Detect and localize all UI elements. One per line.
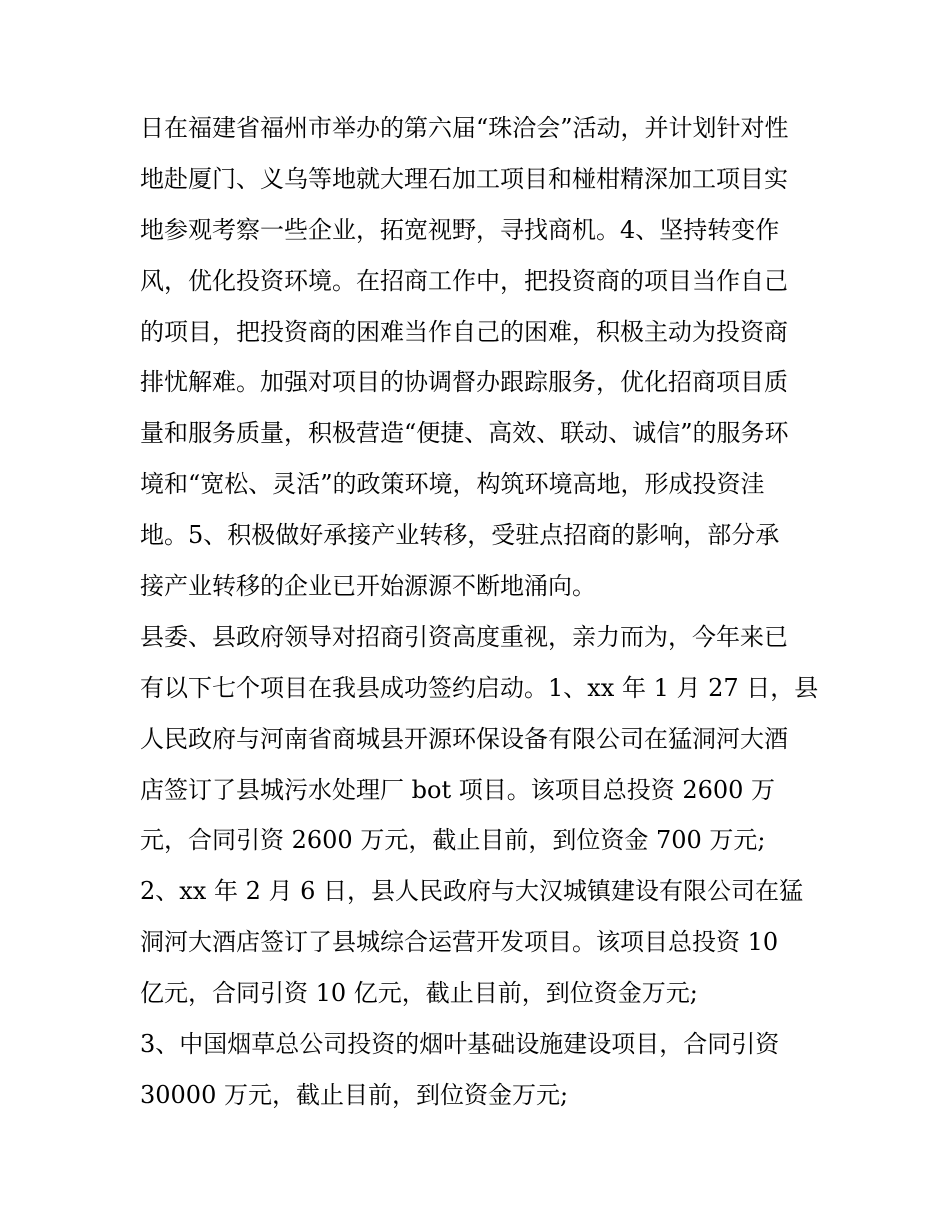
text-line: 日在福建省福州市举办的第六届“珠洽会”活动，并计划针对性 [140,114,789,142]
text-line: 人民政府与河南省商城县开源环保设备有限公司在猛洞河大酒 [140,724,788,753]
text-line: 2、xx 年 2 月 6 日，县人民政府与大汉城镇建设有限公司在猛 [140,877,804,906]
text-line: 地。5、积极做好承接产业转移，受驻点招商的影响，部分承 [140,521,780,550]
text-line: 接产业转移的企业已开始源源不断地涌向。 [140,572,596,601]
text-line: 元，合同引资 2600 万元，截止目前，到位资金 700 万元; [140,826,766,855]
document-body [140,103,830,1121]
text-line: 县委、县政府领导对招商引资高度重视，亲力而为，今年来已 [140,622,788,651]
text-line: 有以下七个项目在我县成功签约启动。1、xx 年 1 月 27 日，县 [140,673,819,702]
text-line: 量和服务质量，积极营造“便捷、高效、联动、诚信”的服务环 [140,419,789,448]
text-line: 30000 万元，截止目前，到位资金万元; [140,1080,569,1109]
text-line: 风，优化投资环境。在招商工作中，把投资商的项目当作自己 [140,266,788,295]
text-line: 的项目，把投资商的困难当作自己的困难，积极主动为投资商 [140,317,788,346]
text-line: 亿元，合同引资 10 亿元，截止目前，到位资金万元; [140,979,698,1008]
text-line: 店签订了县城污水处理厂 bot 项目。该项目总投资 2600 万 [140,775,776,804]
text-line: 地赴厦门、义乌等地就大理石加工项目和椪柑精深加工项目实 [140,164,788,193]
text-line: 排忧解难。加强对项目的协调督办跟踪服务，优化招商项目质 [140,368,788,397]
text-line: 境和“宽松、灵活”的政策环境，构筑环境高地，形成投资洼 [140,470,765,499]
text-line: 地参观考察一些企业，拓宽视野，寻找商机。4、坚持转变作 [140,215,780,244]
text-line: 3、中国烟草总公司投资的烟叶基础设施建设项目，合同引资 [140,1030,780,1059]
text-line: 洞河大酒店签订了县城综合运营开发项目。该项目总投资 10 [140,928,779,957]
